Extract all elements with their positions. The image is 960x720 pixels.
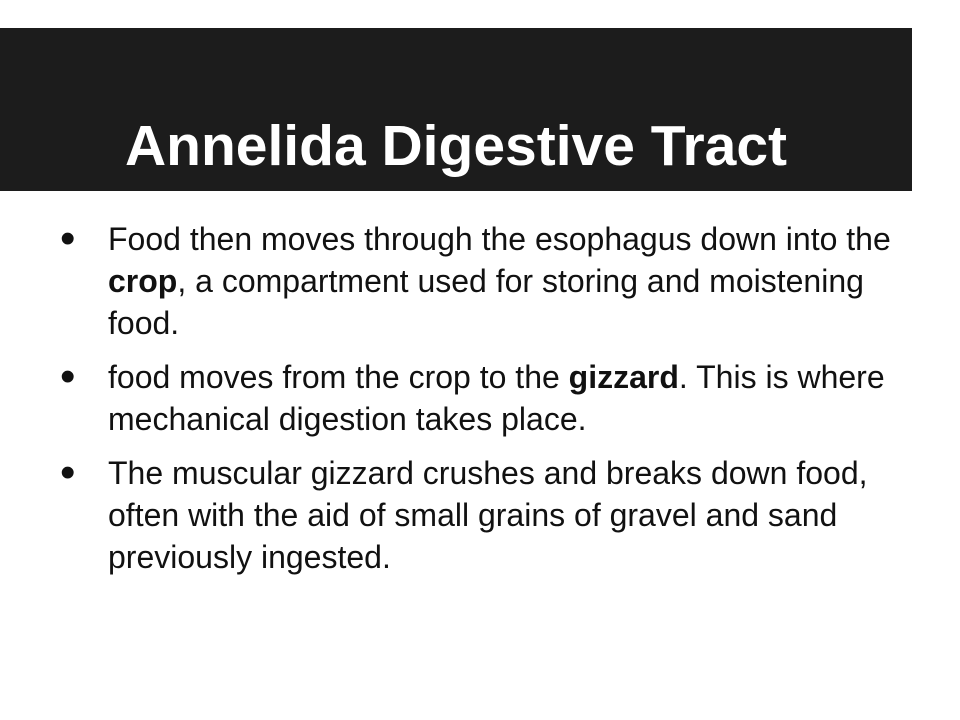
bullet-item-muscular-gizzard bbox=[60, 448, 900, 578]
bullet-text-before: food moves from the crop to the bbox=[108, 359, 569, 395]
bullet-icon: • bbox=[60, 214, 76, 263]
bullet-text bbox=[108, 221, 891, 341]
bullet-text bbox=[108, 359, 885, 437]
bullet-text bbox=[108, 455, 868, 575]
bullet-text-before: The muscular gizzard crushes and breaks down food, often with the aid of small grains of gravel and sand previously ingested. bbox=[108, 455, 868, 575]
bullet-icon: • bbox=[60, 352, 76, 401]
bullet-icon: • bbox=[60, 448, 76, 497]
bullet-item-gizzard bbox=[60, 352, 900, 440]
slide-title: Annelida Digestive Tract bbox=[124, 114, 788, 178]
bullet-text-after: . This is where mechanical digestion takes place. bbox=[108, 359, 885, 437]
bullet-text-bold: gizzard bbox=[568, 359, 679, 395]
bullet-text-before: Food then moves through the esophagus down into the bbox=[108, 221, 891, 257]
bullet-list bbox=[60, 214, 900, 590]
bullet-text-after: , a compartment used for storing and moistening food. bbox=[108, 263, 864, 341]
bullet-item-crop bbox=[60, 214, 900, 344]
bullet-text-bold: crop bbox=[108, 263, 178, 299]
